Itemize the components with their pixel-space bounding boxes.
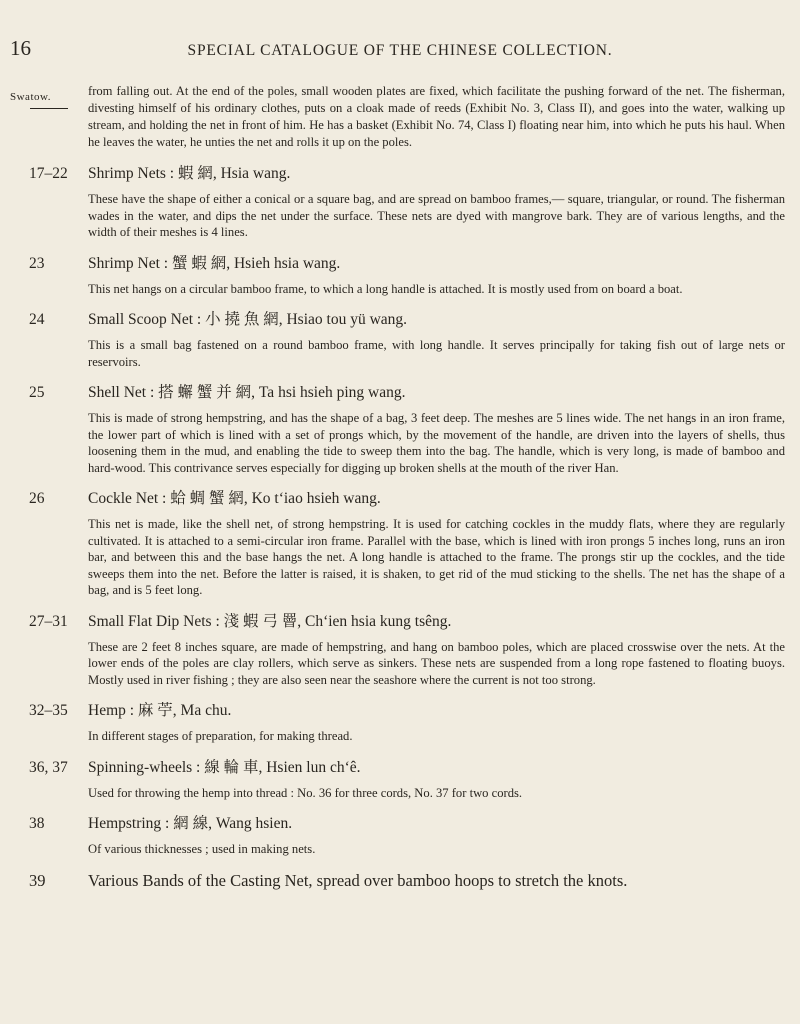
entry-title: Various Bands of the Casting Net, spread over bamboo hoops to stretch the knots. — [88, 870, 628, 890]
entry-heading — [29, 383, 785, 403]
entry-heading — [29, 758, 785, 778]
entry-number: 27–31 — [29, 612, 68, 630]
entry-title: Small Scoop Net : 小 撓 魚 網, Hsiao tou yü wang. — [88, 311, 408, 328]
entry-heading — [29, 814, 785, 834]
entry-body: This is made of strong hempstring, and has the shape of a bag, 3 feet deep. The meshes are 5 lines wide. The net hangs in an iron frame, the lower part of which is lined with a set of prongs which, by the movement of the handle, are driven into the layers of shells, thus loosening them in the mud, and enabling the tide to sweep them into the bag. The handle, which is very long, is made of bamboo and hard-wood. This contrivance serves especially for digging up broken shells at the mouth of the river Han. — [88, 411, 785, 475]
entry-23 — [29, 254, 785, 298]
entry-heading — [29, 612, 785, 632]
entry-number: 24 — [29, 311, 45, 328]
page-number: 16 — [10, 36, 31, 60]
intro-paragraph: from falling out. At the end of the poles, small wooden plates are fixed, which facilitate the pushing forward of the net. The fisherman, divesting himself of his ordinary clothes, puts on a cloak made of reeds (Exhibit No. 3, Class II), and goes into the water, walking up stream, and holding the net in front of him. He has a basket (Exhibit No. 74, Class I) floating near him, into which he puts his haul. When he leaves the water, he unties the net and rolls it up on the poles. — [88, 84, 785, 149]
entry-number: 23 — [29, 254, 45, 272]
entry-title: Shrimp Nets : 蝦 網, Hsia wang. — [88, 165, 291, 182]
entry-body: In different stages of preparation, for making thread. — [88, 729, 353, 743]
entry-number: 25 — [29, 384, 45, 401]
entry-title: Small Flat Dip Nets : 淺 蝦 弓 罾, Ch‘ien hsia kung tsêng. — [88, 612, 452, 630]
entry-number: 38 — [29, 815, 45, 832]
entry-25 — [29, 383, 785, 476]
entry-title: Shell Net : 搭 蠏 蟹 并 網, Ta hsi hsieh ping wang. — [88, 384, 406, 401]
side-rule — [30, 108, 68, 109]
entry-body: These have the shape of either a conical or a square bag, and are spread on bamboo frames,— square, triangular, or round. The fisherman wades in the water, and dips the net under the surface. These nets are dyed with mangrove bark. They are of various lengths, and the width of their meshes is 4 lines. — [88, 192, 785, 239]
entry-39 — [29, 870, 785, 891]
entry-number: 26 — [29, 490, 45, 507]
entry-36-37 — [29, 758, 785, 802]
entry-17-22 — [29, 164, 785, 241]
entry-heading — [29, 254, 785, 274]
entry-body: Used for throwing the hemp into thread : No. 36 for three cords, No. 37 for two cords. — [88, 785, 523, 800]
entry-heading — [29, 489, 785, 509]
entry-26 — [29, 489, 785, 599]
entry-body: This net is made, like the shell net, of strong hempstring. It is used for catching cockles in the muddy flats, where they are regularly cultivated. It is attached to a semi-circular iron frame. Parallel with the base, which is lined with iron prongs 5 inches long, runs an iron bar, and between this and the base hangs the net. A long handle is attached to the frame. The prongs stir up the cockles, and the tide sweeps them into the net. Before the latter is raised, it is shaken, to get rid of the mud sticking to the shells. The net has the shape of a bag, and is 5 feet long. — [88, 517, 785, 597]
entry-title: Hemp : 麻 苧, Ma chu. — [88, 702, 232, 719]
side-label: Swatow. — [10, 91, 51, 103]
entry-27-31 — [29, 612, 785, 689]
entry-body: This is a small bag fastened on a round bamboo frame, with long handle. It serves principally for taking fish out of large nets or reservoirs. — [88, 338, 785, 369]
running-title: SPECIAL CATALOGUE OF THE CHINESE COLLECTION. — [187, 42, 613, 59]
entry-title: Shrimp Net : 蟹 蝦 網, Hsieh hsia wang. — [88, 254, 341, 272]
entry-number: 39 — [29, 870, 46, 890]
entry-heading — [29, 701, 785, 721]
entry-title: Cockle Net : 蛤 蜩 蟹 網, Ko t‘iao hsieh wang. — [88, 490, 381, 507]
entry-heading — [29, 310, 785, 330]
entry-heading — [29, 164, 785, 184]
entry-body: These are 2 feet 8 inches square, are made of hempstring, and hang on bamboo poles, which are placed crosswise over the nets. At the lower ends of the poles are clay rollers, which serve as sinkers. These nets are suspended from a long rope fastened to floating buoys. Mostly used in river fishing ; they are also seen near the seashore where the current is not too strong. — [88, 639, 785, 687]
entry-38 — [29, 814, 785, 858]
entry-number: 36, 37 — [29, 758, 68, 776]
entry-heading — [29, 871, 785, 891]
entry-24 — [29, 310, 785, 370]
entry-body: Of various thicknesses ; used in making nets. — [88, 842, 316, 856]
entry-body: This net hangs on a circular bamboo frame, to which a long handle is attached. It is mostly used from on board a boat. — [88, 281, 683, 296]
entry-title: Spinning-wheels : 線 輪 車, Hsien lun ch‘ê. — [88, 758, 361, 776]
entry-number: 32–35 — [29, 702, 68, 719]
entry-number: 17–22 — [29, 165, 68, 182]
entry-32-35 — [29, 701, 785, 745]
entry-title: Hempstring : 網 線, Wang hsien. — [88, 815, 293, 832]
